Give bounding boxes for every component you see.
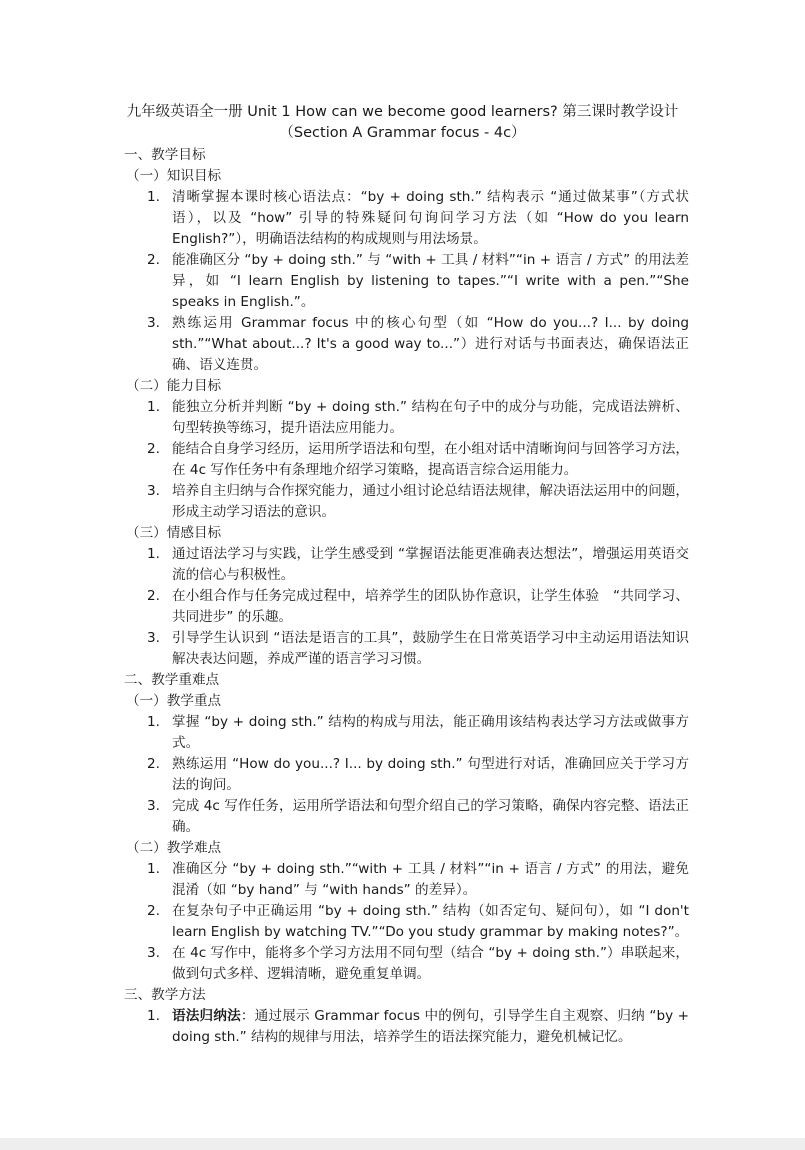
page-bottom-edge — [0, 1138, 805, 1150]
subsection-heading: （二）教学难点 — [126, 840, 222, 856]
document-subtitle: （Section A Grammar focus - 4c） — [279, 125, 526, 141]
list-item: 3. 熟练运用 Grammar focus 中的核心句型（如 “How do you...? I... by doing sth.”“What about...? It's a good way to...”）进行对话与书面表达，确保语法正确、语义连贯。 — [147, 315, 689, 373]
list-item: 1. 能独立分析并判断 “by + doing sth.” 结构在句子中的成分与功能，完成语法辨析、句型转换等练习，提升语法应用能力。 — [147, 399, 689, 436]
subsection-heading: （一）教学重点 — [126, 693, 222, 709]
list-item: 3. 在 4c 写作中，能将多个学习方法用不同句型（结合 “by + doing sth.”）串联起来，做到句式多样、逻辑清晰，避免重复单调。 — [147, 945, 689, 982]
method-name: 语法归纳法 — [172, 1008, 241, 1024]
list-item: 1. 掌握 “by + doing sth.” 结构的构成与用法，能正确用该结构表达学习方法或做事方式。 — [147, 714, 689, 751]
list-item: 2. 在复杂句子中正确运用 “by + doing sth.” 结构（如否定句、疑问句），如 “I don't learn English by watching TV.”“Do you study grammar by making notes?”。 — [147, 903, 689, 940]
section-heading: 一、教学目标 — [124, 147, 206, 163]
section-heading: 二、教学重难点 — [124, 672, 220, 688]
section-heading: 三、教学方法 — [124, 987, 206, 1003]
list-item: 2. 熟练运用 “How do you...? I... by doing sth.” 句型进行对话，准确回应关于学习方法的询问。 — [147, 756, 689, 793]
list-item: 1. 语法归纳法：通过展示 Grammar focus 中的例句，引导学生自主观察、归纳 “by + doing sth.” 结构的规律与用法，培养学生的语法探究能力，避免机械记忆。 — [147, 1008, 690, 1045]
list-item: 2. 在小组合作与任务完成过程中，培养学生的团队协作意识，让学生体验 “共同学习、共同进步” 的乐趣。 — [147, 588, 689, 625]
list-item: 2. 能结合自身学习经历，运用所学语法和句型，在小组对话中清晰询问与回答学习方法，在 4c 写作任务中有条理地介绍学习策略，提高语言综合运用能力。 — [147, 441, 689, 478]
subsection-heading: （二）能力目标 — [126, 378, 222, 394]
list-item: 3. 引导学生认识到 “语法是语言的工具”，鼓励学生在日常英语学习中主动运用语法知识解决表达问题，养成严谨的语言学习习惯。 — [147, 630, 689, 667]
list-item: 1. 准确区分 “by + doing sth.”“with + 工具 / 材料”“in + 语言 / 方式” 的用法，避免混淆（如 “by hand” 与 “with hands” 的差异）。 — [147, 861, 689, 898]
list-item: 3. 完成 4c 写作任务，运用所学语法和句型介绍自己的学习策略，确保内容完整、语法正确。 — [147, 798, 689, 835]
list-item: 3. 培养自主归纳与合作探究能力，通过小组讨论总结语法规律，解决语法运用中的问题，形成主动学习语法的意识。 — [147, 483, 689, 520]
subsection-heading: （一）知识目标 — [126, 168, 222, 184]
list-item: 1. 通过语法学习与实践，让学生感受到 “掌握语法能更准确表达想法”，增强运用英语交流的信心与积极性。 — [147, 546, 689, 583]
document-body — [124, 145, 689, 1048]
document-title: 九年级英语全一册 Unit 1 How can we become good learners? 第三课时教学设计 — [126, 104, 679, 120]
subsection-heading: （三）情感目标 — [126, 525, 222, 541]
list-item: 1. 清晰掌握本课时核心语法点：“by + doing sth.” 结构表示 “通过做某事”（方式状语），以及 “how” 引导的特殊疑问句询问学习方法（如 “How do you learn English?”），明确语法结构的构成规则与用法场景。 — [147, 189, 689, 247]
list-item: 2. 能准确区分 “by + doing sth.” 与 “with + 工具 / 材料”“in + 语言 / 方式” 的用法差异，如 “I learn English by listening to tapes.”“I write with a pen.”“She speaks in English.”。 — [147, 252, 689, 310]
